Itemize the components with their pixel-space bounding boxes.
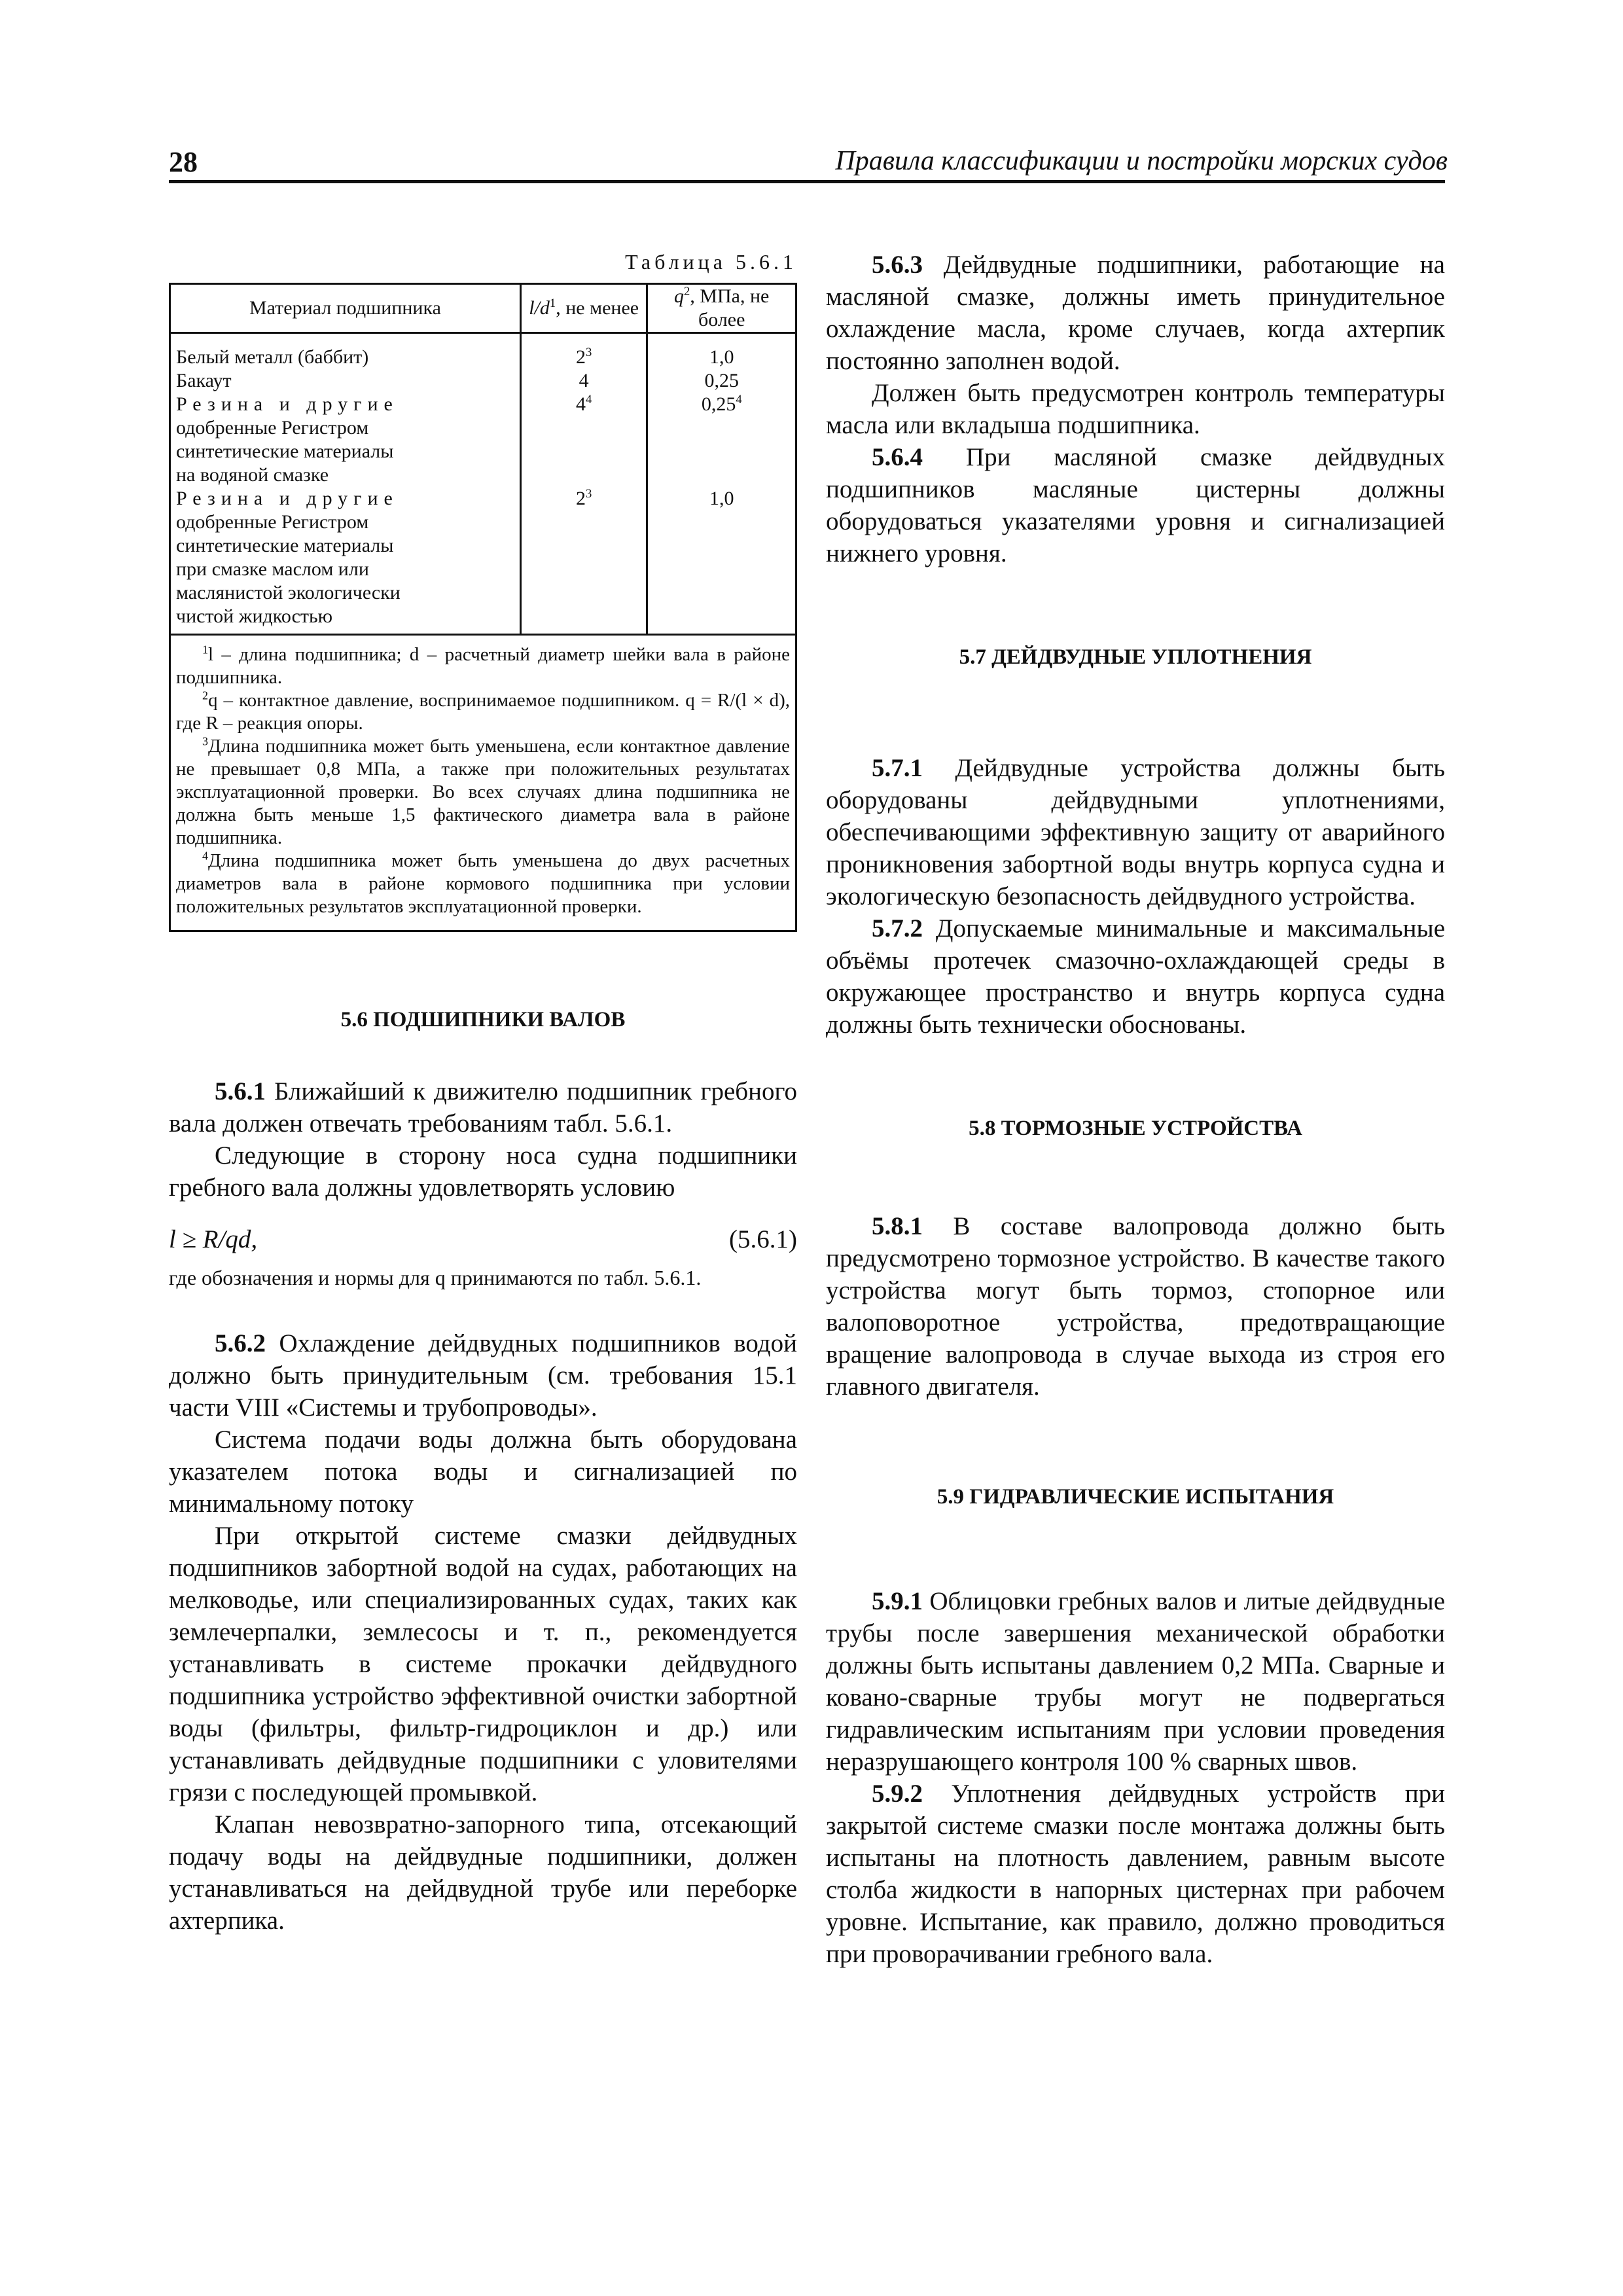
- section-5-6-title: 5.6 ПОДШИПНИКИ ВАЛОВ: [340, 1008, 626, 1031]
- table-notes-row: [170, 635, 796, 931]
- table-caption: Таблица 5.6.1: [625, 250, 797, 274]
- page-number: 28: [169, 146, 198, 178]
- table-header-row: [170, 284, 796, 333]
- table-notes: [170, 635, 796, 931]
- para-5-9-1: 5.9.1 Облицовки гребных валов и литые дейдвудные трубы после завершения механической обработки должны быть испытаны давлением 0,2 МПа. Сварные и ковано-сварные трубы могут не подвергаться гидравлическим испытаниям при условии проведения неразрушающего контроля 100 % сварных швов.: [826, 1587, 1446, 1776]
- section-5-8-title: 5.8 ТОРМОЗНЫЕ УСТРОЙСТВА: [969, 1117, 1302, 1140]
- table-row: [170, 333, 796, 635]
- formula-5-6-1: l ≥ R/qd, (5.6.1): [169, 1225, 797, 1253]
- para-5-6-2c: При открытой системе смазки дейдвудных подшипников забортной водой на судах, работающих на мелководье, или специализированных судах, таких как землечерпалки, землесосы и т. п., рекомендуется устанавливать в системе прокачки дейдвудного подшипника устройство эффективной очистки забортной воды (фильтры, фильтр-гидроциклон и др.) или устанавливать дейдвудные подшипники с уловителями грязи с последующей промывкой.: [169, 1522, 797, 1806]
- q-cell: 1,0 0,25 0,25$^4$ 1,0: [647, 333, 796, 635]
- note-3: $^3$Длина подшипника может быть уменьшена, если контактное давление не превышает 0,8 МПа, а также при положительных результатах эксплуатационной проверки. Во всех случаях длина подшипника не должна быть меньше 1,5 фактического диаметра вала в районе подшипника.: [176, 734, 790, 848]
- formula-note: где обозначения и нормы для q принимаются по табл. 5.6.1.: [169, 1266, 702, 1289]
- para-5-9-2: 5.9.2 Уплотнения дейдвудных устройств при закрытой системе смазки после монтажа должны быть испытаны на плотность давлением, равным высоте столба жидкости в напорных цистернах при рабочем уровне. Испытание, как правило, должно проводиться при проворачивании гребного вала.: [826, 1780, 1446, 1968]
- note-2: $^2$q – контактное давление, воспринимаемое подшипником. q = R/(l × d), где R – реакция опоры.: [176, 689, 790, 734]
- note-1: $^1$l – длина подшипника; d – расчетный диаметр шейки вала в районе подшипника.: [176, 643, 790, 688]
- para-5-7-1: 5.7.1 Дейдвудные устройства должны быть оборудованы дейдвудными уплотнениями, обеспечивающими эффективную защиту от аварийного проникновения забортной воды внутрь корпуса судна и экологическую безопасность дейдвудного устройства.: [826, 754, 1446, 910]
- para-5-6-2: 5.6.2 Охлаждение дейдвудных подшипников водой должно быть принудительным (см. требования 15.1 части VIII «Системы и трубопроводы».: [169, 1329, 797, 1422]
- header-rule: [169, 180, 1445, 183]
- para-5-6-3b: Должен быть предусмотрен контроль температуры масла или вкладыша подшипника.: [826, 379, 1445, 439]
- section-5-9-title: 5.9 ГИДРАВЛИЧЕСКИЕ ИСПЫТАНИЯ: [936, 1485, 1334, 1509]
- left-column: [169, 249, 797, 1937]
- para-5-6-1b: Следующие в сторону носа судна подшипники гребного вала должны удовлетворять условию: [169, 1141, 797, 1202]
- para-5-8-1: 5.8.1 В составе валопровода должно быть предусмотрено тормозное устройство. В качестве такого устройства могут быть тормоз, стопорное или валоповоротное устройства, предотвращающие вращение валопровода в случае выхода из строя его главного двигателя.: [826, 1212, 1445, 1401]
- note-4: $^4$Длина подшипника может быть уменьшена до двух расчетных диаметров вала в районе кормового подшипника при условии положительных результатов эксплуатационной проверки.: [176, 849, 790, 917]
- para-5-6-2d: Клапан невозвратно-запорного типа, отсекающий подачу воды на дейдвудные подшипники, должен устанавливаться на дейдвудной трубе или переборке ахтерпика.: [169, 1810, 797, 1935]
- col-material-header: Материал подшипника: [170, 284, 521, 333]
- para-5-6-4: 5.6.4 При масляной смазке дейдвудных подшипников масляные цистерны должны оборудоваться указателями уровня и сигнализацией нижнего уровня.: [826, 443, 1445, 567]
- para-5-6-1: 5.6.1 Ближайший к движителю подшипник гребного вала должен отвечать требованиям табл. 5.6.1.: [169, 1077, 798, 1138]
- col-ld-header: $l/d^1$, не менее: [520, 284, 647, 333]
- section-5-7-title: 5.7 ДЕЙДВУДНЫЕ УПЛОТНЕНИЯ: [959, 645, 1312, 669]
- para-5-6-2b: Система подачи воды должна быть оборудована указателем потока воды и сигнализацией по минимальному потоку: [169, 1426, 797, 1518]
- para-5-7-2: 5.7.2 Допускаемые минимальные и максимальные объёмы протечек смазочно-охлаждающей среды в окружающее пространство и внутрь корпуса судна должны быть технически обоснованы.: [826, 914, 1445, 1039]
- ld-cell: $2^3$ 4 $4^4$ $2^3$: [520, 333, 647, 635]
- right-column: [826, 249, 1445, 1970]
- running-title: Правила классификации и постройки морских судов: [835, 146, 1448, 176]
- col-q-header: $q^2$, МПа, не более: [647, 284, 796, 333]
- bearing-table: [169, 283, 797, 932]
- para-5-6-3: 5.6.3 Дейдвудные подшипники, работающие на масляной смазке, должны иметь принудительное охлаждение масла, кроме случаев, когда ахтерпик постоянно заполнен водой.: [826, 251, 1445, 375]
- material-cell: Белый металл (баббит) Бакаут Резина и другие одобренные Регистром синтетические материалы на водяной смазке Резина и другие одобренные Регистром синтетические материалы при смазке маслом или маслянистой экологически чистой жидкостью: [170, 333, 521, 635]
